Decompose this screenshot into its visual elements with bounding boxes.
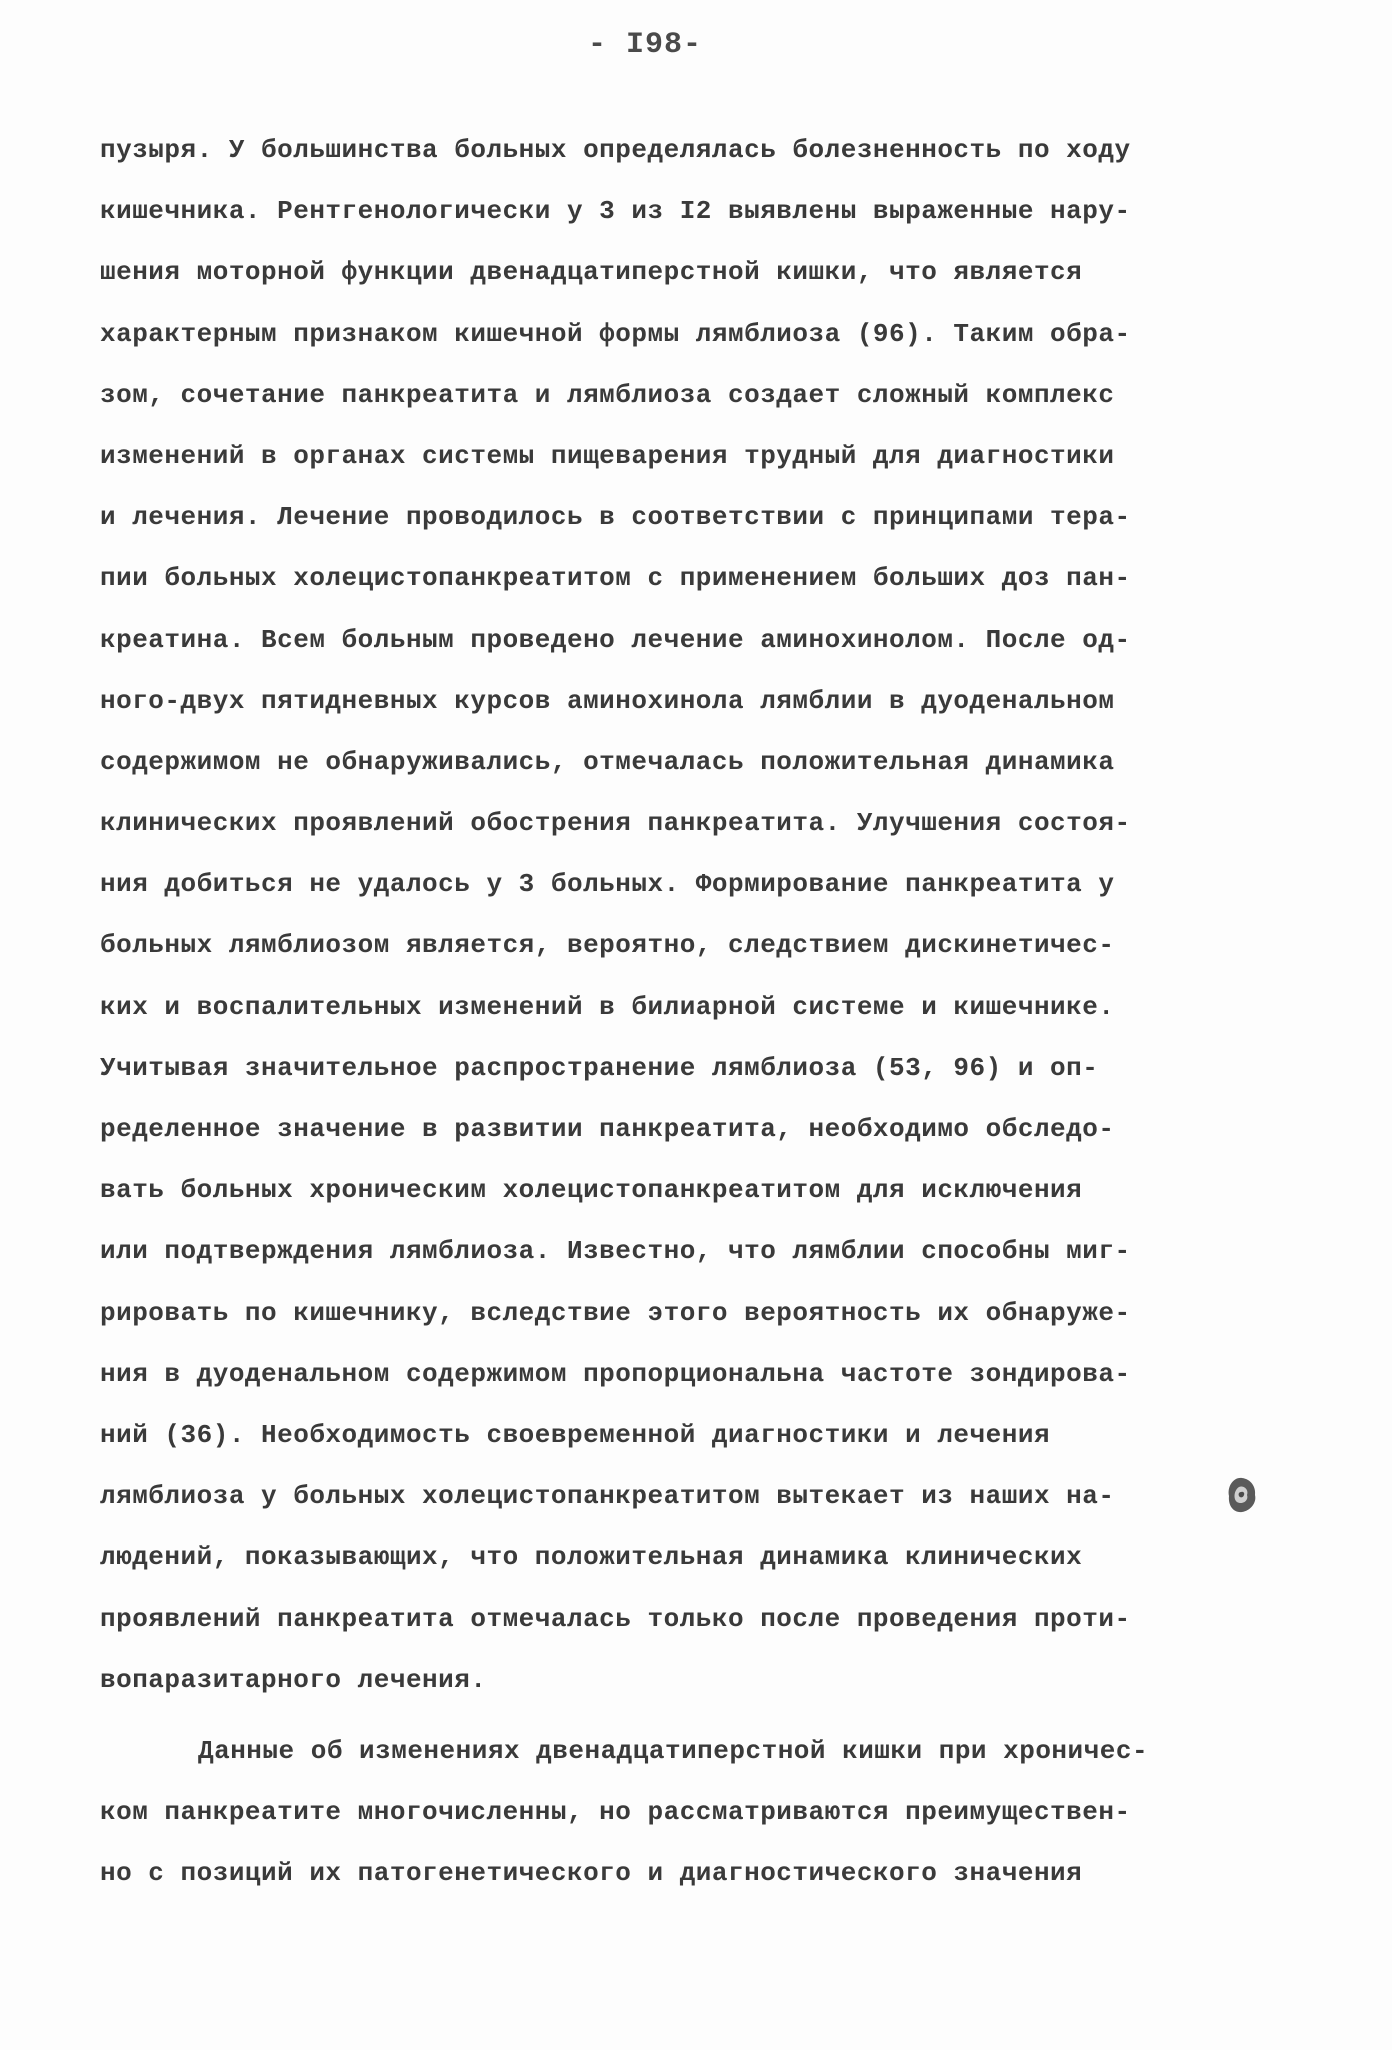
text-line: Данные об изменениях двенадцатиперстной кишки при хроничес- bbox=[198, 1735, 1149, 1766]
text-line: шения моторной функции двенадцатиперстной кишки, что является bbox=[100, 257, 1083, 288]
text-line: ния добиться не удалось у 3 больных. Формирование панкреатита у bbox=[100, 869, 1115, 900]
text-line: людений, показывающих, что положительная динамика клинических bbox=[100, 1542, 1083, 1573]
text-line: клинических проявлений обострения панкреатита. Улучшения состоя- bbox=[100, 808, 1131, 839]
text-line: Учитывая значительное распространение лямблиоза (53, 96) и оп- bbox=[100, 1052, 1099, 1083]
text-line: ного-двух пятидневных курсов аминохинола лямблии в дуоденальном bbox=[100, 685, 1115, 716]
text-line: но с позиций их патогенетического и диагностического значения bbox=[100, 1858, 1083, 1889]
text-line: характерным признаком кишечной формы лямблиоза (96). Таким обра- bbox=[100, 318, 1131, 349]
text-line: больных лямблиозом является, вероятно, следствием дискинетичес- bbox=[100, 930, 1115, 961]
text-line: креатина. Всем больным проведено лечение аминохинолом. После од- bbox=[100, 624, 1131, 655]
paragraph-2 bbox=[100, 1721, 1300, 1905]
text-line: пузыря. У большинства больных определялась болезненность по ходу bbox=[100, 135, 1131, 165]
text-line: зом, сочетание панкреатита и лямблиоза создает сложный комплекс bbox=[100, 379, 1115, 410]
text-line: ределенное значение в развитии панкреатита, необходимо обследо- bbox=[100, 1114, 1115, 1144]
text-line: ний (36). Необходимость своевременной диагностики и лечения bbox=[100, 1419, 1051, 1450]
page-number: - I98- bbox=[588, 28, 703, 62]
text-line: ния в дуоденальном содержимом пропорциональна частоте зондирова- bbox=[100, 1358, 1131, 1389]
text-line: ком панкреатите многочисленны, но рассматриваются преимуществен- bbox=[100, 1797, 1131, 1828]
body-text bbox=[100, 120, 1300, 1904]
paragraph-1 bbox=[100, 120, 1300, 1711]
text-line: и лечения. Лечение проводилось в соответствии с принципами тера- bbox=[100, 502, 1131, 533]
text-line: вать больных хроническим холецистопанкреатитом для исключения bbox=[100, 1175, 1083, 1206]
ink-blot bbox=[1225, 1475, 1259, 1515]
text-line: проявлений панкреатита отмечалась только после проведения проти- bbox=[100, 1603, 1131, 1634]
text-line: или подтверждения лямблиоза. Известно, что лямблии способны миг- bbox=[100, 1236, 1131, 1267]
text-line: вопаразитарного лечения. bbox=[100, 1664, 487, 1695]
text-line: ких и воспалительных изменений в билиарной системе и кишечнике. bbox=[100, 991, 1115, 1022]
text-line: рировать по кишечнику, вследствие этого вероятность их обнаруже- bbox=[100, 1297, 1131, 1328]
text-line: лямблиоза у больных холецистопанкреатитом вытекает из наших на- bbox=[100, 1481, 1115, 1512]
text-line: кишечника. Рентгенологически у 3 из I2 выявлены выраженные нару- bbox=[100, 196, 1131, 227]
text-line: изменений в органах системы пищеварения трудный для диагностики bbox=[100, 440, 1115, 471]
paragraph-gap bbox=[100, 1711, 1300, 1721]
text-line: пии больных холецистопанкреатитом с применением больших доз пан- bbox=[100, 563, 1131, 594]
text-line: содержимом не обнаруживались, отмечалась положительная динамика bbox=[100, 746, 1115, 777]
